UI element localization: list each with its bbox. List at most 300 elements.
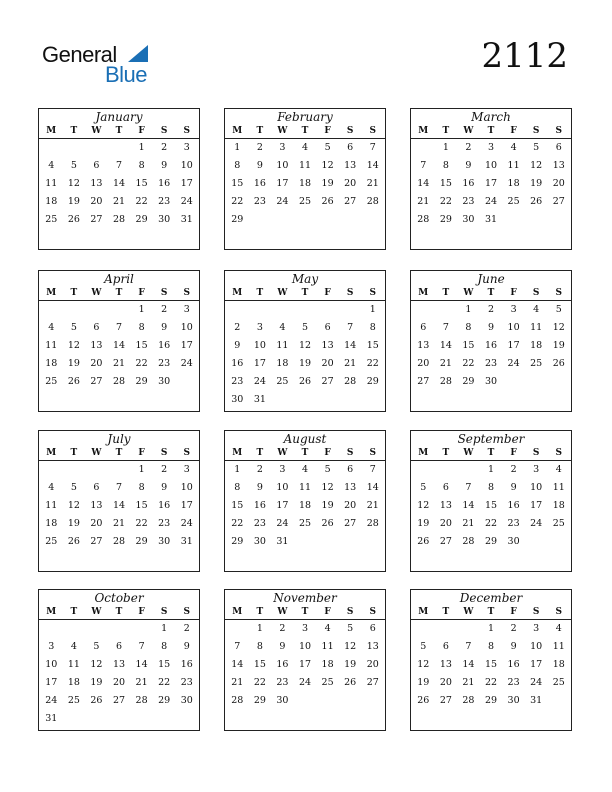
- day-cell: [525, 373, 548, 391]
- day-cell: 29: [158, 695, 171, 706]
- weekday-label: S: [532, 126, 540, 136]
- week-row: [411, 157, 571, 175]
- day-cell: 17: [180, 500, 193, 511]
- weekday-label: W: [91, 607, 102, 617]
- day-cell: [63, 710, 86, 728]
- day-cell: 17: [180, 340, 193, 351]
- day-cell: 10: [180, 160, 193, 171]
- logo-text-blue: Blue: [105, 62, 148, 87]
- logo-text-general: General: [42, 42, 117, 67]
- day-cell: 16: [231, 358, 244, 369]
- weekday-label: M: [418, 607, 429, 617]
- weekday-label: S: [369, 448, 376, 458]
- weekday-label: W: [463, 288, 474, 298]
- week-row: [39, 515, 199, 533]
- day-cell: 4: [324, 623, 331, 634]
- day-cell: 2: [161, 464, 168, 475]
- day-cell: 23: [158, 518, 171, 529]
- day-cell: [412, 301, 435, 319]
- day-cell: 18: [321, 659, 334, 670]
- day-cell: 6: [442, 482, 449, 493]
- day-cell: 17: [276, 500, 289, 511]
- day-cell: 24: [180, 358, 193, 369]
- weeks: [39, 461, 199, 551]
- weekday-label: M: [418, 126, 429, 136]
- day-cell: 6: [347, 142, 354, 153]
- day-cell: 27: [417, 376, 430, 387]
- day-cell: 17: [530, 659, 543, 670]
- day-cell: 27: [366, 677, 379, 688]
- month-january: [38, 108, 200, 250]
- day-cell: 2: [279, 623, 286, 634]
- day-cell: 29: [135, 376, 148, 387]
- week-row: [225, 139, 385, 157]
- week-row: [225, 319, 385, 337]
- month-june: [410, 270, 572, 412]
- day-cell: 1: [256, 623, 263, 634]
- weekday-label: F: [510, 448, 517, 458]
- day-cell: 3: [48, 641, 55, 652]
- day-cell: 19: [552, 340, 565, 351]
- day-cell: 30: [158, 536, 171, 547]
- day-cell: 19: [417, 518, 430, 529]
- week-row: [39, 193, 199, 211]
- weekday-label: S: [555, 288, 562, 298]
- day-cell: 25: [67, 695, 80, 706]
- weekday-header: [39, 286, 199, 301]
- day-cell: 21: [344, 358, 357, 369]
- weekday-label: S: [183, 448, 190, 458]
- month-name: October: [94, 591, 144, 605]
- weekday-label: S: [346, 607, 354, 617]
- day-cell: 12: [90, 659, 103, 670]
- weekday-header: [411, 124, 571, 139]
- day-cell: [547, 533, 570, 551]
- day-cell: [226, 301, 249, 319]
- day-cell: 10: [253, 340, 266, 351]
- day-cell: 4: [70, 641, 77, 652]
- day-cell: 17: [45, 677, 58, 688]
- day-cell: 2: [256, 142, 263, 153]
- weekday-label: F: [324, 448, 331, 458]
- day-cell: [108, 301, 131, 319]
- weekday-label: S: [555, 607, 562, 617]
- day-cell: 20: [90, 518, 103, 529]
- day-cell: 13: [90, 178, 103, 189]
- day-cell: 2: [161, 304, 168, 315]
- generalblue-logo: [42, 40, 162, 88]
- day-cell: [271, 211, 294, 229]
- day-cell: 5: [70, 160, 77, 171]
- day-cell: 8: [442, 160, 449, 171]
- day-cell: [457, 461, 480, 479]
- weeks: [225, 461, 385, 551]
- month-name: May: [291, 272, 319, 286]
- day-cell: 23: [507, 518, 520, 529]
- day-cell: 29: [135, 536, 148, 547]
- day-cell: 5: [420, 482, 427, 493]
- day-cell: 8: [138, 322, 145, 333]
- day-cell: 14: [112, 340, 126, 351]
- day-cell: [249, 211, 272, 229]
- month-august: [224, 430, 386, 572]
- day-cell: 15: [462, 340, 475, 351]
- day-cell: 18: [45, 358, 58, 369]
- week-row: [411, 175, 571, 193]
- day-cell: 30: [276, 695, 289, 706]
- weeks: [225, 620, 385, 710]
- day-cell: 16: [158, 178, 171, 189]
- day-cell: [40, 301, 63, 319]
- week-row: [411, 337, 571, 355]
- week-row: [411, 638, 571, 656]
- day-cell: [547, 692, 570, 710]
- day-cell: 13: [344, 160, 357, 171]
- day-cell: [294, 301, 317, 319]
- day-cell: 14: [231, 659, 244, 670]
- weekday-label: F: [324, 607, 331, 617]
- month-name: January: [95, 110, 143, 124]
- day-cell: 25: [321, 677, 334, 688]
- weekday-label: M: [232, 126, 243, 136]
- day-cell: [339, 301, 362, 319]
- day-cell: 11: [298, 482, 312, 493]
- day-cell: 20: [321, 358, 334, 369]
- day-cell: 21: [135, 677, 148, 688]
- week-row: [225, 157, 385, 175]
- day-cell: 29: [484, 536, 498, 547]
- day-cell: 15: [366, 340, 379, 351]
- day-cell: 10: [484, 160, 498, 171]
- day-cell: [412, 139, 435, 157]
- weeks: [225, 301, 385, 409]
- week-row: [411, 355, 571, 373]
- day-cell: 4: [279, 322, 286, 333]
- day-cell: 1: [138, 142, 145, 153]
- weekday-label: M: [46, 448, 57, 458]
- day-cell: 26: [321, 196, 334, 207]
- week-row: [411, 301, 571, 319]
- day-cell: 3: [183, 464, 190, 475]
- weekday-label: S: [369, 288, 376, 298]
- day-cell: 16: [507, 659, 520, 670]
- week-row: [411, 656, 571, 674]
- week-row: [411, 461, 571, 479]
- weekday-label: W: [463, 448, 474, 458]
- week-row: [39, 533, 199, 551]
- day-cell: 21: [112, 518, 126, 529]
- day-cell: 4: [302, 142, 309, 153]
- day-cell: 8: [369, 322, 376, 333]
- day-cell: 31: [45, 713, 58, 724]
- day-cell: 27: [344, 196, 357, 207]
- day-cell: 30: [507, 695, 520, 706]
- day-cell: 25: [45, 536, 58, 547]
- day-cell: 9: [161, 322, 168, 333]
- week-row: [225, 692, 385, 710]
- day-cell: 12: [321, 160, 334, 171]
- weekday-label: T: [115, 126, 123, 136]
- day-cell: [412, 620, 435, 638]
- day-cell: 22: [439, 196, 452, 207]
- weekday-label: W: [277, 448, 288, 458]
- week-row: [411, 692, 571, 710]
- day-cell: [502, 211, 525, 229]
- day-cell: 7: [465, 641, 472, 652]
- day-cell: 14: [344, 340, 357, 351]
- day-cell: 7: [116, 322, 123, 333]
- day-cell: 15: [439, 178, 452, 189]
- day-cell: 19: [298, 358, 312, 369]
- day-cell: 24: [253, 376, 266, 387]
- weekday-label: T: [442, 126, 450, 136]
- day-cell: 9: [510, 482, 517, 493]
- month-november: [224, 589, 386, 731]
- day-cell: 20: [90, 196, 103, 207]
- month-september: [410, 430, 572, 572]
- day-cell: 1: [138, 464, 145, 475]
- weekday-label: T: [256, 126, 264, 136]
- day-cell: 5: [93, 641, 100, 652]
- day-cell: 12: [552, 322, 565, 333]
- day-cell: 26: [417, 695, 430, 706]
- day-cell: 14: [462, 659, 475, 670]
- day-cell: 17: [530, 500, 543, 511]
- day-cell: [108, 461, 131, 479]
- day-cell: 7: [369, 464, 376, 475]
- day-cell: 14: [439, 340, 452, 351]
- weekday-label: M: [418, 288, 429, 298]
- day-cell: 8: [138, 482, 145, 493]
- day-cell: 1: [488, 623, 495, 634]
- day-cell: [40, 139, 63, 157]
- weekday-label: T: [487, 288, 495, 298]
- day-cell: 10: [276, 482, 289, 493]
- day-cell: 12: [67, 340, 80, 351]
- day-cell: 19: [530, 178, 543, 189]
- day-cell: 10: [507, 322, 520, 333]
- day-cell: 26: [67, 536, 80, 547]
- day-cell: 11: [67, 659, 80, 670]
- day-cell: [339, 692, 362, 710]
- day-cell: 16: [507, 500, 520, 511]
- month-name: November: [273, 591, 337, 605]
- day-cell: 30: [484, 376, 498, 387]
- weekday-label: T: [442, 448, 450, 458]
- day-cell: 11: [45, 500, 58, 511]
- month-name: March: [471, 110, 511, 124]
- day-cell: [130, 710, 153, 728]
- day-cell: 26: [321, 518, 334, 529]
- day-cell: 6: [93, 160, 100, 171]
- day-cell: 10: [298, 641, 312, 652]
- weekday-label: S: [160, 288, 168, 298]
- day-cell: 8: [161, 641, 168, 652]
- week-row: [39, 461, 199, 479]
- weekday-label: S: [160, 126, 168, 136]
- day-cell: 6: [324, 322, 331, 333]
- day-cell: 12: [344, 641, 357, 652]
- day-cell: 4: [48, 482, 55, 493]
- day-cell: [85, 461, 108, 479]
- weekday-label: S: [183, 126, 190, 136]
- day-cell: 23: [231, 376, 244, 387]
- weekday-label: F: [324, 126, 331, 136]
- day-cell: 17: [276, 178, 289, 189]
- day-cell: 29: [231, 214, 244, 225]
- day-cell: 14: [366, 482, 379, 493]
- week-row: [39, 319, 199, 337]
- day-cell: 28: [231, 695, 244, 706]
- day-cell: 20: [90, 358, 103, 369]
- weeks: [411, 620, 571, 710]
- day-cell: [525, 211, 548, 229]
- day-cell: 7: [138, 641, 145, 652]
- year-title: 2112: [481, 36, 568, 76]
- day-cell: 19: [90, 677, 103, 688]
- day-cell: 21: [366, 500, 379, 511]
- day-cell: 8: [488, 641, 495, 652]
- weekday-label: W: [91, 448, 102, 458]
- weekday-header: [39, 605, 199, 620]
- weekday-label: S: [160, 607, 168, 617]
- weekday-label: W: [463, 126, 474, 136]
- day-cell: 2: [183, 623, 190, 634]
- weekday-label: S: [532, 288, 540, 298]
- day-cell: 18: [507, 178, 520, 189]
- day-cell: [63, 301, 86, 319]
- day-cell: 1: [369, 304, 376, 315]
- day-cell: 14: [112, 500, 126, 511]
- weekday-label: S: [369, 607, 376, 617]
- weekday-label: M: [46, 126, 57, 136]
- day-cell: [316, 692, 339, 710]
- day-cell: 2: [256, 464, 263, 475]
- weekday-label: T: [70, 607, 78, 617]
- weekday-label: S: [346, 448, 354, 458]
- day-cell: [435, 461, 458, 479]
- day-cell: 9: [183, 641, 190, 652]
- day-cell: 4: [302, 464, 309, 475]
- day-cell: 22: [366, 358, 379, 369]
- week-row: [39, 479, 199, 497]
- month-name: September: [457, 432, 525, 446]
- day-cell: 9: [161, 482, 168, 493]
- day-cell: 14: [366, 160, 379, 171]
- day-cell: 4: [48, 322, 55, 333]
- day-cell: 6: [442, 641, 449, 652]
- day-cell: 31: [253, 394, 266, 405]
- day-cell: 24: [507, 358, 520, 369]
- day-cell: 15: [253, 659, 266, 670]
- day-cell: 24: [530, 518, 543, 529]
- day-cell: [294, 211, 317, 229]
- day-cell: 17: [507, 340, 520, 351]
- weeks: [411, 461, 571, 551]
- day-cell: 21: [112, 358, 126, 369]
- weekday-header: [39, 446, 199, 461]
- day-cell: 26: [552, 358, 565, 369]
- logo-flag-icon: [128, 45, 148, 62]
- day-cell: 27: [90, 376, 103, 387]
- day-cell: 3: [183, 142, 190, 153]
- day-cell: 30: [158, 214, 171, 225]
- day-cell: 27: [552, 196, 565, 207]
- day-cell: 3: [533, 623, 540, 634]
- day-cell: 22: [135, 196, 148, 207]
- day-cell: [457, 620, 480, 638]
- day-cell: [40, 620, 63, 638]
- day-cell: 31: [180, 214, 193, 225]
- weekday-label: M: [418, 448, 429, 458]
- day-cell: 28: [366, 196, 379, 207]
- weekday-label: T: [70, 126, 78, 136]
- day-cell: [361, 211, 384, 229]
- day-cell: 7: [442, 322, 449, 333]
- day-cell: 3: [183, 304, 190, 315]
- day-cell: 9: [256, 160, 263, 171]
- day-cell: 10: [45, 659, 58, 670]
- day-cell: 25: [298, 518, 312, 529]
- day-cell: 22: [253, 677, 266, 688]
- day-cell: 22: [484, 518, 498, 529]
- day-cell: 13: [344, 482, 357, 493]
- day-cell: 26: [344, 677, 357, 688]
- day-cell: 3: [302, 623, 309, 634]
- week-row: [39, 620, 199, 638]
- day-cell: 21: [462, 518, 475, 529]
- day-cell: 7: [420, 160, 427, 171]
- day-cell: 23: [158, 196, 171, 207]
- month-march: [410, 108, 572, 250]
- day-cell: [249, 301, 272, 319]
- day-cell: 31: [484, 214, 498, 225]
- week-row: [225, 175, 385, 193]
- day-cell: 5: [347, 623, 354, 634]
- day-cell: 20: [417, 358, 430, 369]
- day-cell: 13: [321, 340, 334, 351]
- day-cell: 12: [67, 178, 80, 189]
- day-cell: [63, 461, 86, 479]
- day-cell: 28: [462, 536, 475, 547]
- day-cell: [271, 391, 294, 409]
- day-cell: 3: [533, 464, 540, 475]
- week-row: [39, 157, 199, 175]
- day-cell: 20: [366, 659, 379, 670]
- day-cell: 14: [135, 659, 148, 670]
- day-cell: 18: [298, 500, 312, 511]
- day-cell: 25: [552, 677, 565, 688]
- day-cell: 29: [135, 214, 148, 225]
- weekday-label: T: [256, 607, 264, 617]
- day-cell: [316, 211, 339, 229]
- day-cell: 11: [321, 641, 334, 652]
- day-cell: 8: [234, 482, 241, 493]
- day-cell: 25: [276, 376, 289, 387]
- day-cell: [361, 692, 384, 710]
- day-cell: 1: [465, 304, 472, 315]
- week-row: [39, 692, 199, 710]
- day-cell: 11: [45, 340, 58, 351]
- week-row: [411, 373, 571, 391]
- week-row: [225, 373, 385, 391]
- weeks: [39, 301, 199, 391]
- week-row: [39, 175, 199, 193]
- weekday-label: W: [277, 126, 288, 136]
- weekday-label: F: [138, 448, 145, 458]
- day-cell: 10: [180, 322, 193, 333]
- day-cell: [130, 620, 153, 638]
